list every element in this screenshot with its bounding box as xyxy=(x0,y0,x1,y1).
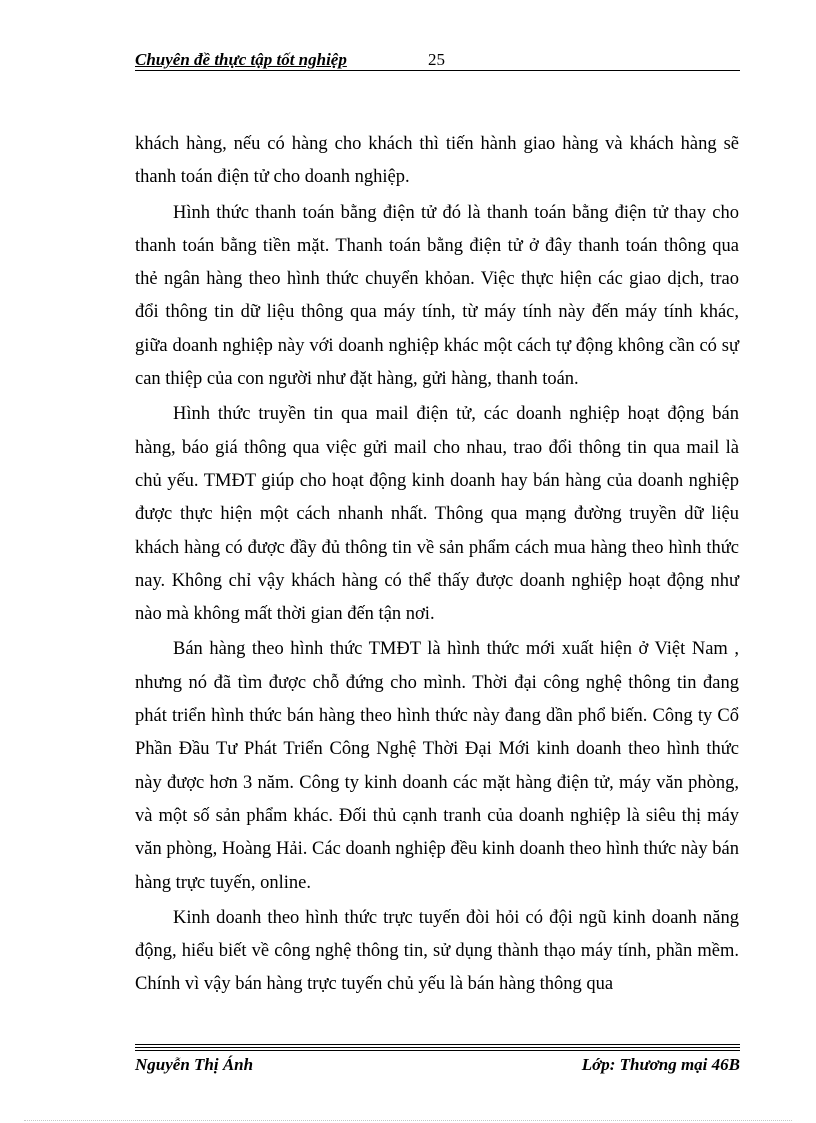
paragraph: Hình thức thanh toán bằng điện tử đó là thanh toán bằng điện tử thay cho thanh toán bằng tiền mặt. Thanh toán bằng điện tử ở đây thanh toán thông qua thẻ ngân hàng theo hình thức chuyển khỏan. Việc thực hiện các giao dịch, trao đổi thông tin dữ liệu thông qua máy tính, từ máy tính này đến máy tính khác, giữa doanh nghiệp này với doanh nghiệp khác một cách tự động không cần có sự can thiệp của con người như đặt hàng, gửi hàng, thanh toán. xyxy=(135,202,739,390)
paragraph-continuation: khách hàng, nếu có hàng cho khách thì tiến hành giao hàng và khách hàng sẽ thanh toán điện tử cho doanh nghiệp. xyxy=(135,134,739,188)
page-header xyxy=(135,48,740,71)
paragraph: Hình thức truyền tin qua mail điện tử, các doanh nghiệp hoạt động bán hàng, báo giá thông qua việc gửi mail cho nhau, trao đổi thông tin qua mail là chủ yếu. TMĐT giúp cho hoạt động kinh doanh hay bán hàng của doanh nghiệp được thực hiện một cách nhanh nhất. Thông qua mạng đường truyền dữ liệu khách hàng có được đầy đủ thông tin về sản phẩm cách mua hàng theo hình thức nay. Không chỉ vậy khách hàng có thể thấy được doanh nghiệp hoạt động như nào mà không mất thời gian đến tận nơi. xyxy=(135,404,739,625)
page-number: 25 xyxy=(428,50,445,69)
paragraph: Bán hàng theo hình thức TMĐT là hình thức mới xuất hiện ở Việt Nam , nhưng nó đã tìm được chỗ đứng cho mình. Thời đại công nghệ thông tin đang phát triển hình thức bán hàng theo hình thức này đang dần phổ biến. Công ty Cổ Phần Đầu Tư Phát Triển Công Nghệ Thời Đại Mới kinh doanh theo hình thức này được hơn 3 năm. Công ty kinh doanh các mặt hàng điện tử, máy văn phòng, và một số sản phẩm khác. Đối thủ cạnh tranh của doanh nghiệp là siêu thị máy văn phòng, Hoàng Hải. Các doanh nghiệp đều kinh doanh theo hình thức này bán hàng trực tuyến, online. xyxy=(135,639,739,893)
document-body xyxy=(135,128,739,1004)
footer-class: Lớp: Thương mại 46B xyxy=(581,1055,740,1074)
page-edge-divider xyxy=(24,1120,792,1121)
footer-divider-bottom xyxy=(135,1050,740,1051)
footer-author: Nguyễn Thị Ánh xyxy=(135,1055,254,1074)
document-title: Chuyên đề thực tập tốt nghiệp xyxy=(135,50,347,69)
footer-divider-middle xyxy=(135,1047,740,1048)
paragraph: Kinh doanh theo hình thức trực tuyến đòi hỏi có đội ngũ kinh doanh năng động, hiểu biết về công nghệ thông tin, sử dụng thành thạo máy tính, phần mềm. Chính vì vậy bán hàng trực tuyến chủ yếu là bán hàng thông qua xyxy=(135,907,739,995)
footer-divider-top xyxy=(135,1044,740,1045)
